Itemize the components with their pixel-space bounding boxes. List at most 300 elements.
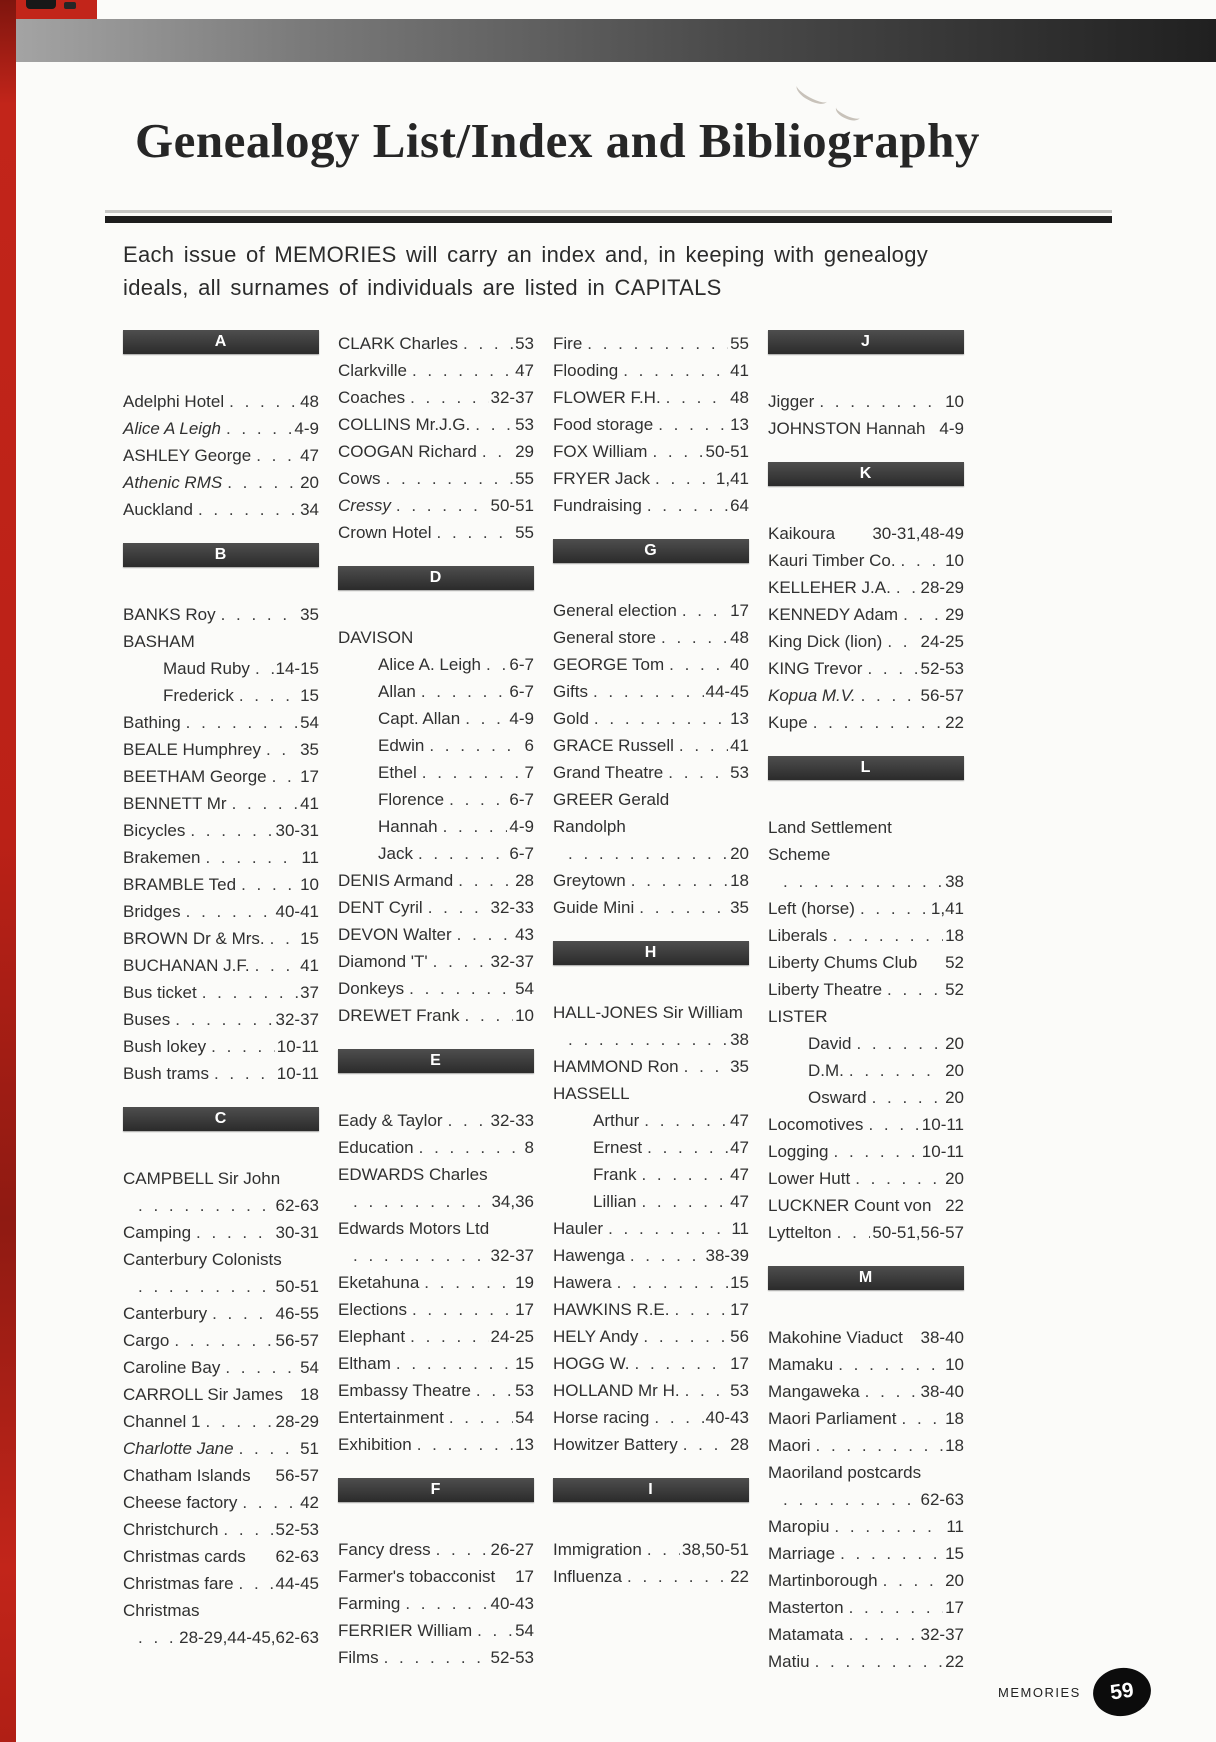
index-entry: [553, 1053, 749, 1080]
index-entry: [768, 388, 964, 415]
leader-dots: [869, 1084, 944, 1111]
entry-label: Left (horse): [768, 899, 855, 918]
index-entry: [768, 1405, 964, 1432]
entry-page: 18: [300, 1385, 319, 1404]
entry-label: Bus ticket: [123, 983, 197, 1002]
leader-dots: [813, 1432, 944, 1459]
entry-page: 15: [945, 1544, 964, 1563]
entry-label: Adelphi Hotel: [123, 392, 225, 411]
entry-page: 17: [730, 601, 749, 620]
leader-dots: [655, 411, 728, 438]
entry-page: 15: [515, 1354, 534, 1373]
leader-dots: [905, 1324, 919, 1351]
entry-page: 10-11: [921, 1142, 964, 1161]
index-entry: [768, 1513, 964, 1540]
leader-dots: [614, 1269, 728, 1296]
index-entry: [553, 438, 749, 465]
index-entry: [338, 1377, 534, 1404]
entry-label: Alice A. Leigh: [378, 655, 482, 674]
index-entry: [338, 1134, 534, 1161]
leader-dots: [644, 492, 728, 519]
entry-label: Liberty Chums Club: [768, 953, 918, 972]
index-entry: [553, 1536, 749, 1563]
entry-page: 32-37: [490, 1246, 534, 1265]
entry-page: 37: [300, 983, 319, 1002]
entry-page: 17: [945, 1598, 964, 1617]
entry-label: Entertainment: [338, 1408, 444, 1427]
index-entry: [123, 1489, 319, 1516]
entry-page: 34,36: [491, 1192, 534, 1211]
entry-page: 4-9: [294, 419, 319, 438]
entry-page: 47: [730, 1192, 749, 1211]
entry-page: 17: [300, 767, 319, 786]
leader-dots: [483, 651, 507, 678]
leader-dots: [183, 898, 274, 925]
entry-label: Liberty Theatre: [768, 980, 883, 999]
entry-page: 41: [730, 361, 749, 380]
page-title: Genealogy List/Index and Bibliography: [135, 113, 980, 168]
leader-dots: [383, 465, 514, 492]
index-entry-name: [338, 1215, 534, 1242]
index-column-2: [338, 330, 534, 1671]
leader-dots: [880, 1567, 943, 1594]
entry-page: 18: [945, 1409, 964, 1428]
index-entry: [553, 624, 749, 651]
index-entry: [768, 1594, 964, 1621]
entry-label: Education: [338, 1138, 414, 1157]
entry-label: Matamata: [768, 1625, 844, 1644]
red-edge-strip: [0, 0, 16, 1742]
section-header-A: A: [123, 330, 319, 354]
index-entry-name: [553, 786, 749, 813]
entry-label: Immigration: [553, 1540, 642, 1559]
entry-page: 50-51: [275, 1277, 319, 1296]
entry-page: 52-53: [920, 659, 964, 678]
entry-label: Brakemen: [123, 848, 201, 867]
index-entry: [123, 1516, 319, 1543]
leader-dots: [852, 1165, 943, 1192]
entry-page: 55: [515, 523, 534, 542]
entry-label: HALL-JONES Sir William: [553, 1003, 743, 1022]
leader-dots: [406, 975, 513, 1002]
index-entry: [768, 949, 964, 976]
leader-dots: [672, 1296, 729, 1323]
entry-page: 28-29,44-45,62-63: [179, 1628, 319, 1647]
leader-dots: [248, 1543, 274, 1570]
index-entry: [123, 1462, 319, 1489]
entry-page: 6: [524, 736, 534, 755]
entry-label: Fundraising: [553, 496, 642, 515]
entry-label: Fire: [553, 334, 583, 353]
entry-page: 38-40: [920, 1328, 964, 1347]
entry-label: Elections: [338, 1300, 407, 1319]
entry-page: 32-33: [490, 898, 534, 917]
leader-dots: [239, 1489, 298, 1516]
entry-label: Cargo: [123, 1331, 170, 1350]
entry-label: Alice A Leigh: [123, 419, 221, 438]
entry-page: 53: [515, 334, 534, 353]
leader-dots: [421, 1269, 513, 1296]
index-entry: [123, 1435, 319, 1462]
index-entry: [123, 1033, 319, 1060]
entry-page: 32-37: [490, 952, 534, 971]
index-entry: [768, 1621, 964, 1648]
entry-label: Ethel: [378, 763, 417, 782]
index-entry: [123, 925, 319, 952]
leader-dots: [202, 844, 299, 871]
leader-dots: [591, 705, 728, 732]
leader-dots: [565, 840, 728, 867]
index-entry: [553, 1377, 749, 1404]
section-header-L: L: [768, 756, 964, 780]
entry-page: 22: [730, 1567, 749, 1586]
entry-label: Makohine Viaduct: [768, 1328, 903, 1347]
entry-page: 6-7: [509, 844, 534, 863]
leader-dots: [479, 438, 513, 465]
index-entry: [553, 1431, 749, 1458]
entry-label: Lyttelton: [768, 1223, 832, 1242]
index-entry: [553, 1350, 749, 1377]
entry-page: 4-9: [509, 709, 534, 728]
entry-page: 34: [300, 500, 319, 519]
leader-dots: [440, 813, 508, 840]
entry-label: Guide Mini: [553, 898, 635, 917]
leader-dots: [810, 709, 943, 736]
index-entry: [338, 1563, 534, 1590]
entry-label: Mangaweka: [768, 1382, 860, 1401]
entry-label: DENIS Armand: [338, 871, 454, 890]
entry-page: 1,41: [715, 469, 749, 488]
leader-dots: [620, 357, 728, 384]
section-header-K: K: [768, 462, 964, 486]
index-entry: [768, 1540, 964, 1567]
entry-page: 48: [300, 392, 319, 411]
leader-dots: [409, 357, 513, 384]
index-entry: [553, 1188, 749, 1215]
entry-page: 40: [730, 655, 749, 674]
leader-dots: [632, 1350, 729, 1377]
entry-page: 20: [945, 1088, 964, 1107]
entry-page: 42: [300, 1493, 319, 1512]
index-entry: [553, 411, 749, 438]
entry-page: 30-31,48-49: [872, 524, 964, 543]
entry-page: 10: [945, 551, 964, 570]
entry-label: Edwin: [378, 736, 425, 755]
entry-page: 43: [515, 925, 534, 944]
entry-page: 24-25: [920, 632, 964, 651]
section-header-F: F: [338, 1478, 534, 1502]
leader-dots: [837, 1540, 943, 1567]
entry-page: 10: [945, 1355, 964, 1374]
entry-label: Mamaku: [768, 1355, 834, 1374]
index-entry: [123, 817, 319, 844]
entry-page: 22: [945, 1652, 964, 1671]
leader-dots: [624, 1563, 728, 1590]
entry-page: 17: [730, 1300, 749, 1319]
index-entry: [338, 1644, 534, 1671]
index-entry-name: [768, 1003, 964, 1030]
leader-dots: [209, 1300, 273, 1327]
index-entry: [553, 1296, 749, 1323]
leader-dots: [135, 1273, 274, 1300]
entry-label: Coaches: [338, 388, 406, 407]
leader-dots: [898, 547, 944, 574]
index-column-1: [123, 330, 319, 1651]
scan-blotch: [64, 2, 76, 9]
leader-dots: [236, 1435, 299, 1462]
entry-page: 10-11: [276, 1037, 319, 1056]
leader-dots: [208, 1033, 275, 1060]
index-entry: [123, 1300, 319, 1327]
leader-dots: [183, 709, 298, 736]
entry-page: 47: [515, 361, 534, 380]
entry-page: 50-51: [705, 442, 749, 461]
leader-dots: [830, 922, 944, 949]
entry-page: 41: [300, 956, 319, 975]
entry-label: Auckland: [123, 500, 193, 519]
entry-label: CARROLL Sir James: [123, 1385, 283, 1404]
entry-page: 38: [945, 872, 964, 891]
entry-label: GREER Gerald: [553, 790, 670, 809]
entry-label: FRYER Jack: [553, 469, 650, 488]
entry-page: 20: [945, 1169, 964, 1188]
leader-dots: [416, 1134, 523, 1161]
index-columns: [123, 330, 964, 1675]
entry-page: 28-29: [275, 1412, 319, 1431]
index-entry: [768, 709, 964, 736]
entry-label: BRAMBLE Ted: [123, 875, 237, 894]
index-entry: [338, 975, 534, 1002]
leader-dots: [679, 597, 728, 624]
index-entry: [338, 330, 534, 357]
index-entry: [123, 496, 319, 523]
entry-label: Cheese factory: [123, 1493, 238, 1512]
leader-dots: [865, 1111, 919, 1138]
entry-page: 20: [730, 844, 749, 863]
index-entry: [123, 415, 319, 442]
leader-dots: [472, 411, 513, 438]
index-entry: [338, 678, 534, 705]
index-entry-name: [553, 999, 749, 1026]
entry-label: BASHAM: [123, 632, 195, 651]
leader-dots: [638, 1161, 728, 1188]
entry-label: Frederick: [163, 686, 234, 705]
entry-page: 18: [730, 871, 749, 890]
index-entry: [768, 1432, 964, 1459]
entry-page: 53: [730, 763, 749, 782]
leader-dots: [473, 1377, 513, 1404]
entry-page: 20: [300, 473, 319, 492]
entry-page: 26-27: [490, 1540, 534, 1559]
entry-label: KING Trevor: [768, 659, 863, 678]
entry-label: Maropiu: [768, 1517, 830, 1536]
entry-page: 17: [515, 1567, 534, 1586]
leader-dots: [253, 442, 298, 469]
leader-dots: [222, 1354, 298, 1381]
entry-page: 56-57: [920, 686, 964, 705]
index-entry: [553, 651, 749, 678]
leader-dots: [430, 948, 489, 975]
entry-label: Capt. Allan: [378, 709, 461, 728]
section-header-H: H: [553, 941, 749, 965]
leader-dots: [199, 979, 298, 1006]
entry-label: Masterton: [768, 1598, 844, 1617]
entry-label: Liberals: [768, 926, 828, 945]
leader-dots: [812, 1648, 944, 1675]
entry-label: Clarkville: [338, 361, 407, 380]
index-entry: [123, 388, 319, 415]
leader-dots: [899, 1405, 944, 1432]
entry-label: LISTER: [768, 1007, 828, 1026]
entry-label: Edwards Motors Ltd: [338, 1219, 490, 1238]
entry-page: 41: [730, 736, 749, 755]
index-entry: [123, 1006, 319, 1033]
entry-label: Martinborough: [768, 1571, 878, 1590]
entry-page: 20: [945, 1571, 964, 1590]
entry-page: 47: [730, 1165, 749, 1184]
entry-label: Eady & Taylor: [338, 1111, 443, 1130]
leader-dots: [837, 520, 870, 547]
index-entry: [338, 519, 534, 546]
index-entry-continuation: [553, 840, 749, 867]
entry-label: Channel 1: [123, 1412, 201, 1431]
leader-dots: [884, 976, 943, 1003]
leader-dots: [445, 1107, 489, 1134]
entry-label: Christmas cards: [123, 1547, 246, 1566]
entry-label: FLOWER F.H.: [553, 388, 661, 407]
leader-dots: [682, 1377, 729, 1404]
index-entry: [338, 732, 534, 759]
entry-label: Hannah: [378, 817, 438, 836]
entry-label: Allan: [378, 682, 416, 701]
intro-text: Each issue of MEMORIES will carry an index and, in keeping with genealogy ideals, all surnames of individuals are listed in CAPITALS: [123, 242, 929, 300]
entry-label: Christchurch: [123, 1520, 219, 1539]
index-entry-name: [768, 1459, 964, 1486]
index-entry: [768, 1084, 964, 1111]
entry-page: 56-57: [275, 1466, 319, 1485]
entry-page: 56-57: [275, 1331, 319, 1350]
entry-page: 55: [515, 469, 534, 488]
index-entry: [338, 357, 534, 384]
index-entry: [123, 1354, 319, 1381]
index-entry: [768, 574, 964, 601]
entry-page: 55: [730, 334, 749, 353]
leader-dots: [474, 1617, 513, 1644]
page-number: 59: [1108, 1678, 1135, 1705]
index-entry: [123, 682, 319, 709]
entry-label: Flooding: [553, 361, 619, 380]
leader-dots: [858, 682, 919, 709]
index-entry: [768, 1324, 964, 1351]
entry-page: 53: [515, 415, 534, 434]
leader-dots: [211, 1060, 275, 1087]
entry-page: 15: [300, 929, 319, 948]
entry-label: Lower Hutt: [768, 1169, 851, 1188]
entry-label: Arthur: [593, 1111, 640, 1130]
index-entry: [553, 1404, 749, 1431]
entry-page: 53: [515, 1381, 534, 1400]
index-entry-continuation: [768, 1486, 964, 1513]
entry-page: 24-25: [490, 1327, 534, 1346]
entry-page: 10-11: [921, 1115, 964, 1134]
leader-dots: [226, 388, 298, 415]
index-entry-name: [123, 1246, 319, 1273]
entry-page: 15: [730, 1273, 749, 1292]
index-entry-continuation: [553, 1026, 749, 1053]
index-entry-continuation: [123, 1273, 319, 1300]
entry-label: HASSELL: [553, 1084, 630, 1103]
index-entry: [553, 732, 749, 759]
index-entry: [338, 759, 534, 786]
entry-page: 13: [515, 1435, 534, 1454]
index-entry: [123, 871, 319, 898]
index-entry-name: [768, 841, 964, 868]
index-entry: [123, 952, 319, 979]
index-entry: [553, 1323, 749, 1350]
entry-page: 19: [515, 1273, 534, 1292]
index-entry: [553, 1161, 749, 1188]
entry-label: Maori Parliament: [768, 1409, 897, 1428]
leader-dots: [350, 1242, 489, 1269]
entry-label: Hauler: [553, 1219, 604, 1238]
leader-dots: [425, 894, 489, 921]
entry-page: 48: [730, 628, 749, 647]
index-entry-continuation: [123, 1192, 319, 1219]
leader-dots: [584, 330, 728, 357]
leader-dots: [350, 1188, 489, 1215]
entry-label: Lillian: [593, 1192, 637, 1211]
index-entry: [553, 465, 749, 492]
index-entry: [553, 1563, 749, 1590]
section-header-E: E: [338, 1049, 534, 1073]
index-entry: [768, 682, 964, 709]
entry-page: 32-37: [920, 1625, 964, 1644]
entry-page: 28-29: [920, 578, 964, 597]
entry-page: 35: [730, 1057, 749, 1076]
entry-label: Maoriland postcards: [768, 1463, 922, 1482]
leader-dots: [846, 1621, 919, 1648]
entry-label: Bush lokey: [123, 1037, 207, 1056]
leader-dots: [857, 895, 929, 922]
entry-page: 17: [515, 1300, 534, 1319]
index-entry: [338, 465, 534, 492]
leader-dots: [853, 1030, 943, 1057]
index-entry: [553, 492, 749, 519]
leader-dots: [187, 817, 273, 844]
entry-page: 28: [730, 1435, 749, 1454]
leader-dots: [220, 1516, 273, 1543]
entry-page: 30-31: [275, 821, 319, 840]
index-entry: [553, 1215, 749, 1242]
leader-dots: [407, 1323, 488, 1350]
entry-label: HELY Andy: [553, 1327, 639, 1346]
index-entry: [768, 1378, 964, 1405]
entry-page: 54: [515, 979, 534, 998]
leader-dots: [680, 1431, 728, 1458]
index-entry: [338, 1269, 534, 1296]
index-entry: [768, 520, 964, 547]
index-entry-continuation: [123, 1624, 319, 1651]
entry-label: Canterbury: [123, 1304, 208, 1323]
entry-page: 6-7: [509, 682, 534, 701]
entry-page: 32-37: [490, 388, 534, 407]
index-entry: [338, 948, 534, 975]
index-entry: [123, 709, 319, 736]
entry-label: KENNEDY Adam: [768, 605, 899, 624]
leader-dots: [862, 1378, 919, 1405]
index-entry: [553, 1134, 749, 1161]
leader-dots: [605, 1215, 729, 1242]
